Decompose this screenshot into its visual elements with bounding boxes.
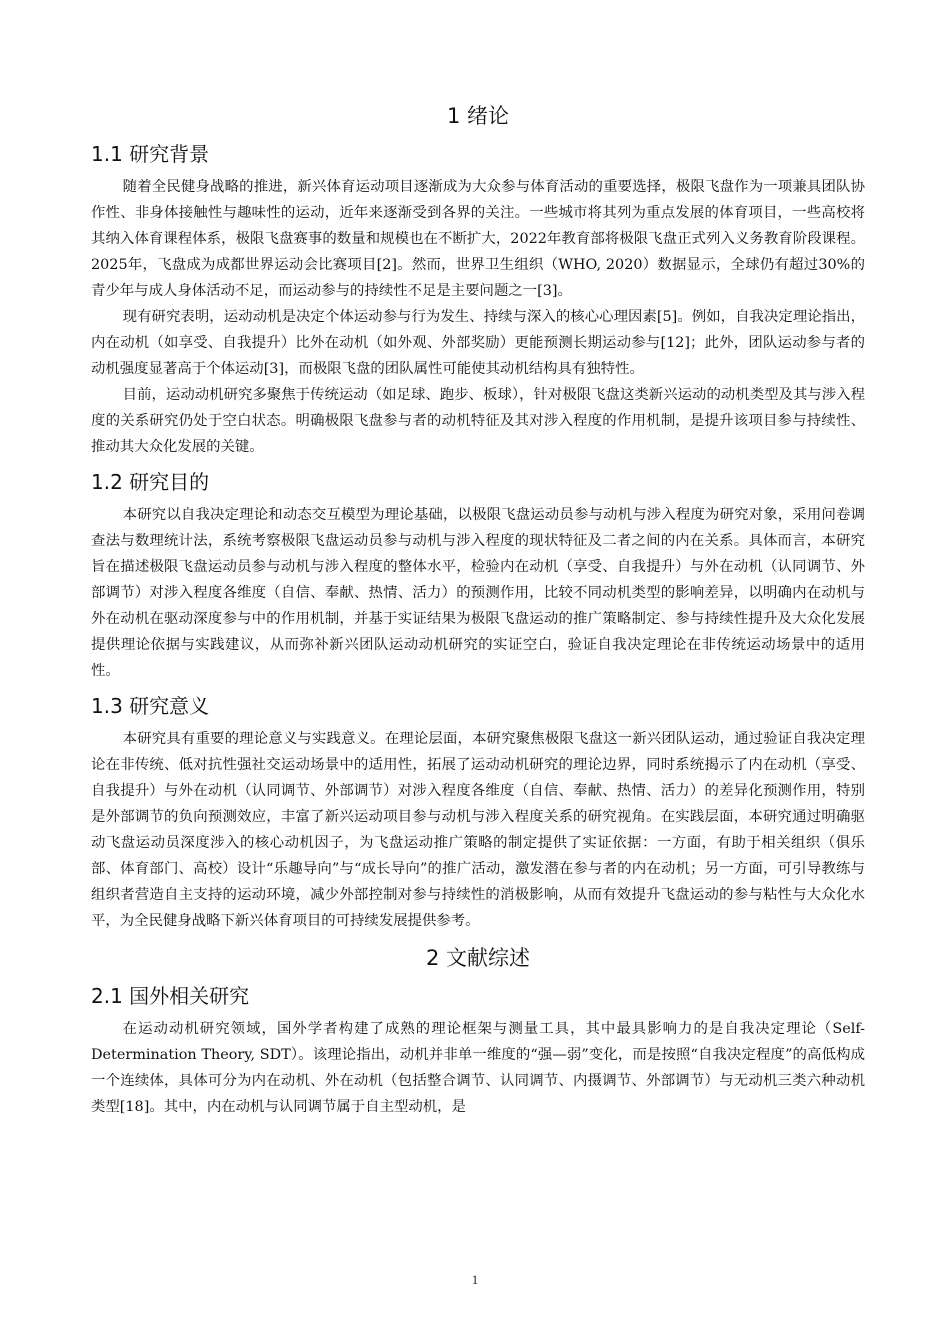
- section-1-3-title: 1.3 研究意义: [91, 694, 210, 718]
- chapter-1-title: 1 绪论: [446, 104, 510, 128]
- page-number: 1: [471, 1272, 479, 1287]
- page-content: [91, 100, 865, 1120]
- section-1-1-title: 1.1 研究背景: [91, 142, 210, 166]
- section-2-1-title: 2.1 国外相关研究: [91, 984, 250, 1008]
- section-2-1-paragraph-1: 在运动动机研究领域，国外学者构建了成熟的理论框架与测量工具，其中最具影响力的是自我决定理论（Self-Determination Theory, SDT）。该理论指出，动机并非单一维度的“强—弱”变化，而是按照“自我决定程度”的高低构成一个连续体，具体可分为内在动机、外在动机（包括整合调节、认同调节、内摄调节、外部调节）与无动机三类六种动机类型[18]。其中，内在动机与认同调节属于自主型动机，是: [91, 1021, 865, 1115]
- section-1-1-paragraph-2: 现有研究表明，运动动机是决定个体运动参与行为发生、持续与深入的核心心理因素[5]。例如，自我决定理论指出，内在动机（如享受、自我提升）比外在动机（如外观、外部奖励）更能预测长期运动参与[12]；此外，团队运动参与者的动机强度显著高于个体运动[3]，而极限飞盘的团队属性可能使其动机结构具有独特性。: [91, 309, 865, 377]
- section-1-1-paragraph-3: 目前，运动动机研究多聚焦于传统运动（如足球、跑步、板球），针对极限飞盘这类新兴运动的动机类型及其与涉入程度的关系研究仍处于空白状态。明确极限飞盘参与者的动机特征及其对涉入程度的作用机制，是提升该项目参与持续性、推动其大众化发展的关键。: [91, 387, 865, 455]
- chapter-2-title: 2 文献综述: [425, 946, 531, 970]
- section-1-2-paragraph-1: 本研究以自我决定理论和动态交互模型为理论基础，以极限飞盘运动员参与动机与涉入程度为研究对象，采用问卷调查法与数理统计法，系统考察极限飞盘运动员参与动机与涉入程度的现状特征及二者之间的内在关系。具体而言，本研究旨在描述极限飞盘运动员参与动机与涉入程度的整体水平，检验内在动机（享受、自我提升）与外在动机（认同调节、外部调节）对涉入程度各维度（自信、奉献、热情、活力）的预测作用，比较不同动机类型的影响差异，以明确内在动机与外在动机在驱动深度参与中的作用机制，并基于实证结果为极限飞盘运动的推广策略制定、参与持续性提升及大众化发展提供理论依据与实践建议，从而弥补新兴团队运动动机研究的实证空白，验证自我决定理论在非传统运动场景中的适用性。: [91, 507, 865, 679]
- section-1-3-paragraph-1: 本研究具有重要的理论意义与实践意义。在理论层面，本研究聚焦极限飞盘这一新兴团队运动，通过验证自我决定理论在非传统、低对抗性强社交运动场景中的适用性，拓展了运动动机研究的理论边界，同时系统揭示了内在动机（享受、自我提升）与外在动机（认同调节、外部调节）对涉入程度各维度（自信、奉献、热情、活力）的差异化预测作用，特别是外部调节的负向预测效应，丰富了新兴运动项目参与动机与涉入程度关系的研究视角。在实践层面，本研究通过明确驱动飞盘运动员深度涉入的核心动机因子，为飞盘运动推广策略的制定提供了实证依据：一方面，有助于相关组织（俱乐部、体育部门、高校）设计“乐趣导向”与“成长导向”的推广活动，激发潜在参与者的内在动机；另一方面，可引导教练与组织者营造自主支持的运动环境，减少外部控制对参与持续性的消极影响，从而有效提升飞盘运动的参与粘性与大众化水平，为全民健身战略下新兴体育项目的可持续发展提供参考。: [91, 731, 865, 929]
- section-1-2-title: 1.2 研究目的: [91, 470, 210, 494]
- section-1-1-paragraph-1: 随着全民健身战略的推进，新兴体育运动项目逐渐成为大众参与体育活动的重要选择，极限飞盘作为一项兼具团队协作性、非身体接触性与趣味性的运动，近年来逐渐受到各界的关注。一些城市将其列为重点发展的体育项目，一些高校将其纳入体育课程体系，极限飞盘赛事的数量和规模也在不断扩大，2022年教育部将极限飞盘正式列入义务教育阶段课程。2025年，飞盘成为成都世界运动会比赛项目[2]。然而，世界卫生组织（WHO, 2020）数据显示，全球仍有超过30%的青少年与成人身体活动不足，而运动参与的持续性不足是主要问题之一[3]。: [91, 179, 865, 299]
